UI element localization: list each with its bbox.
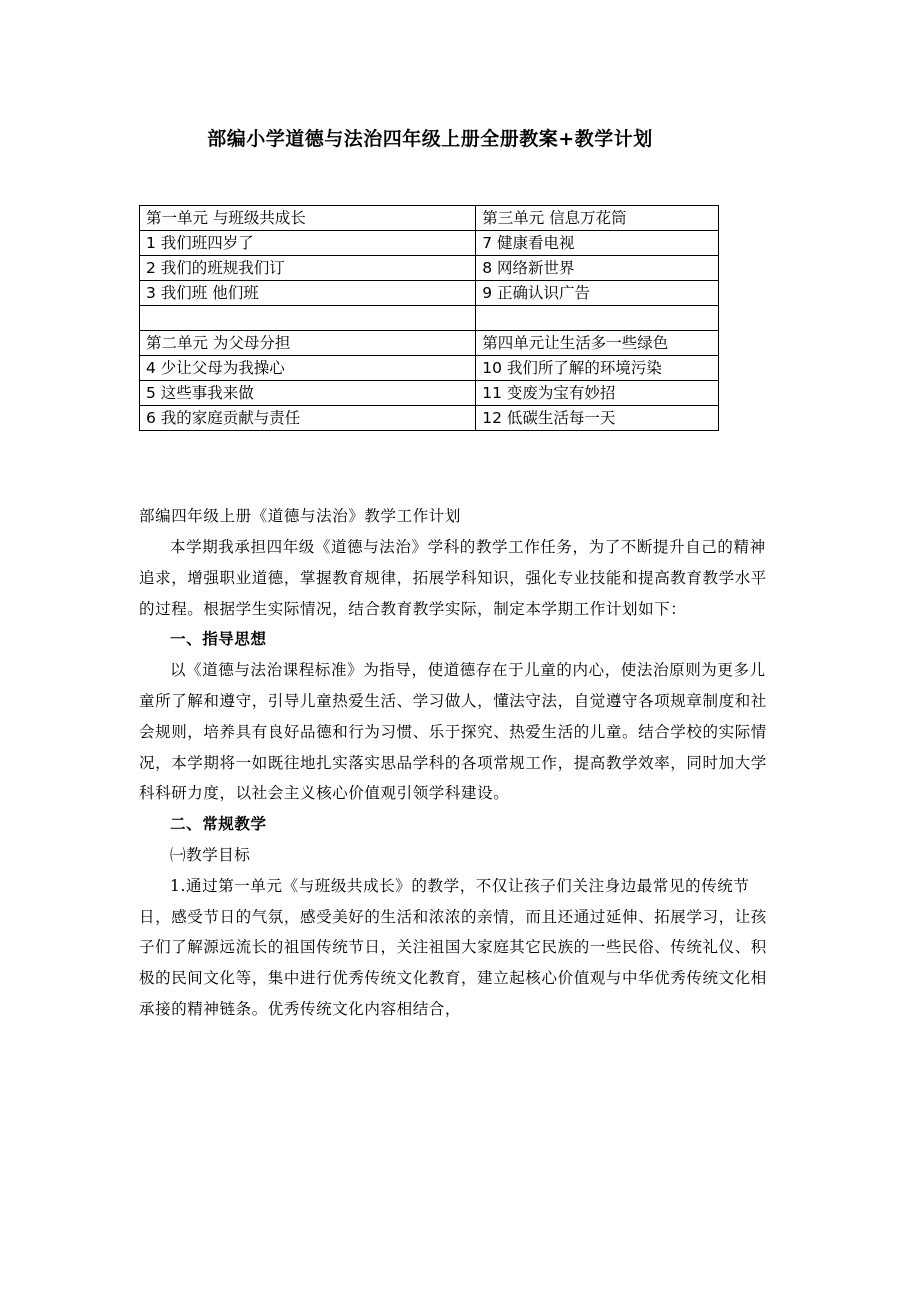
table-row [140,231,719,256]
table-row [140,206,719,231]
table-cell [140,306,476,331]
intro-paragraph: 本学期我承担四年级《道德与法治》学科的教学工作任务，为了不断提升自己的精神追求，增强职业道德，掌握教育规律，拓展学科知识，强化专业技能和提高教育教学水平的过程。根据学生实际情况，结合教育教学实际，制定本学期工作计划如下： [139,538,767,618]
unit-table [139,205,719,431]
section-heading-guiding-ideology: 一、指导思想 [170,630,267,649]
table-cell: 10 我们所了解的环境污染 [476,356,719,381]
document-title: 部编小学道德与法治四年级上册全册教案+教学计划 [207,128,653,150]
table-cell: 第四单元让生活多一些绿色 [476,331,719,356]
table-cell: 3 我们班 他们班 [140,281,476,306]
table-cell: 8 网络新世界 [476,256,719,281]
table-cell: 9 正确认识广告 [476,281,719,306]
table-cell [476,306,719,331]
plan-title: 部编四年级上册《道德与法治》教学工作计划 [139,507,462,525]
section-heading-routine-teaching: 二、常规教学 [170,815,267,834]
table-cell: 第一单元 与班级共成长 [140,206,476,231]
table-cell: 7 健康看电视 [476,231,719,256]
table-cell: 第三单元 信息万花筒 [476,206,719,231]
table-row [140,406,719,431]
table-cell: 1 我们班四岁了 [140,231,476,256]
teaching-goal-item-1: 1.通过第一单元《与班级共成长》的教学，不仅让孩子们关注身边最常见的传统节日，感受节日的气氛，感受美好的生活和浓浓的亲情，而且还通过延伸、拓展学习，让孩子们了解源远流长的祖国传统节日，关注祖国大家庭其它民族的一些民俗、传统礼仪、积极的民间文化等，集中进行优秀传统文化教育，建立起核心价值观与中华优秀传统文化相承接的精神链条。优秀传统文化内容相结合， [139,876,767,1018]
table-cell: 4 少让父母为我操心 [140,356,476,381]
table-row [140,256,719,281]
document-body [139,503,777,1025]
table-row [140,381,719,406]
table-cell: 5 这些事我来做 [140,381,476,406]
guiding-ideology-paragraph: 以《道德与法治课程标准》为指导，使道德存在于儿童的内心，使法治原则为更多儿童所了解和遵守，引导儿童热爱生活、学习做人，懂法守法，自觉遵守各项规章制度和社会规则，培养具有良好品德和行为习惯、乐于探究、热爱生活的儿童。结合学校的实际情况，本学期将一如既往地扎实落实思品学科的各项常规工作，提高教学效率，同时加大学科科研力度，以社会主义核心价值观引领学科建设。 [139,661,767,803]
table-row [140,356,719,381]
table-row [140,306,719,331]
table-row [140,281,719,306]
table-cell: 11 变废为宝有妙招 [476,381,719,406]
table-cell: 第二单元 为父母分担 [140,331,476,356]
table-cell: 2 我们的班规我们订 [140,256,476,281]
table-cell: 12 低碳生活每一天 [476,406,719,431]
subsection-heading-teaching-goals: ㈠教学目标 [170,845,251,864]
table-cell: 6 我的家庭贡献与责任 [140,406,476,431]
table-row [140,331,719,356]
